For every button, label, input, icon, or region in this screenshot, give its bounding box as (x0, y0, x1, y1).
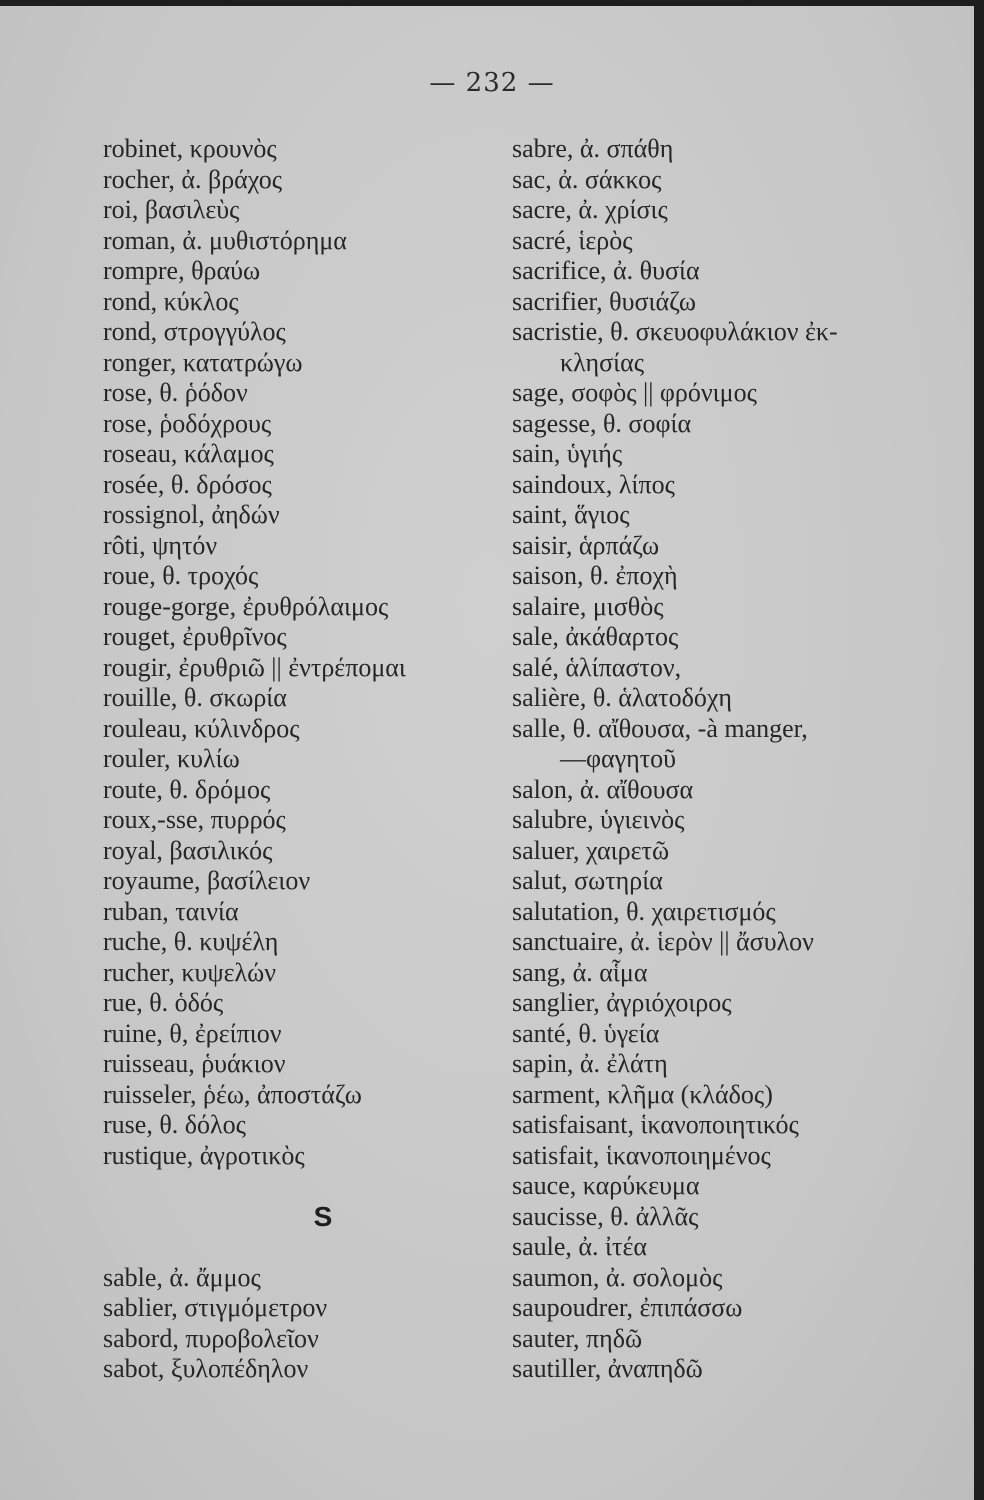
dictionary-entry: satisfait, ἱκανοποιημένος (512, 1140, 771, 1170)
dictionary-entry: salle, θ. αἴθουσα, -à manger, (512, 713, 808, 743)
dictionary-entry: santé, θ. ὑγεία (512, 1018, 660, 1048)
dictionary-entry: sabord, πυροβολεῖον (103, 1323, 319, 1353)
dictionary-entry: ruisseau, ῥυάκιον (103, 1049, 286, 1078)
section-letter-heading: S (313, 1201, 333, 1232)
dictionary-entry: saisir, ἁρπάζω (512, 530, 660, 560)
right-column (512, 134, 912, 1385)
dictionary-entry: sanctuaire, ἀ. ἱερὸν || ἄσυλον (512, 927, 814, 956)
dictionary-entry: rouleau, κύλινδρος (103, 713, 300, 743)
dictionary-entry: roux,-sse, πυρρός (103, 805, 286, 834)
dictionary-entry: ruine, θ, ἐρείπιον (103, 1018, 282, 1048)
dictionary-entry: ruisseler, ῥέω, ἀποστάζω (103, 1079, 362, 1109)
dictionary-entry: sauce, καρύκευμα (512, 1171, 700, 1200)
dictionary-entry: sarment, κλῆμα (κλάδος) (512, 1079, 773, 1109)
dictionary-entry: saumon, ἀ. σολομὸς (512, 1262, 723, 1292)
dictionary-entry-continuation: κλησίας (560, 347, 645, 377)
dictionary-entry: sapin, ἀ. ἐλάτη (512, 1049, 668, 1078)
dictionary-entry: sable, ἀ. ἄμμος (103, 1262, 261, 1292)
dictionary-entry: rustique, ἀγροτικὸς (103, 1140, 305, 1170)
dictionary-entry: royal, βασιλικός (103, 835, 273, 865)
dictionary-entry: salière, θ. ἁλατοδόχη (512, 683, 732, 712)
dictionary-entry: sacrifice, ἀ. θυσία (512, 256, 700, 285)
dictionary-entry: ruche, θ. κυψέλη (103, 927, 279, 956)
dictionary-entry: salut, σωτηρία (512, 866, 663, 895)
dictionary-entry: saindoux, λίπος (512, 469, 675, 499)
dictionary-entry: sanglier, ἀγριόχοιρος (512, 988, 732, 1017)
dictionary-entry: rond, κύκλος (103, 286, 239, 316)
dictionary-entry: rougir, ἐρυθριῶ || ἐντρέπομαι (103, 652, 406, 682)
left-entries-top (103, 134, 503, 1171)
dictionary-entry: rouille, θ. σκωρία (103, 683, 287, 712)
dictionary-entry: rossignol, ἀηδών (103, 500, 280, 529)
dictionary-entry: sacre, ἀ. χρίσις (512, 195, 668, 224)
dictionary-entry: saluer, χαιρετῶ (512, 835, 670, 865)
dictionary-entry: rosée, θ. δρόσος (103, 469, 272, 499)
dictionary-entry: roi, βασιλεὺς (103, 195, 240, 224)
page-number: — 232 — (429, 68, 555, 98)
dictionary-entry: sain, ὑγιής (512, 439, 623, 468)
dictionary-entry: sacristie, θ. σκευοφυλάκιον ἐκ- (512, 317, 838, 346)
dictionary-entry: sagesse, θ. σοφία (512, 408, 692, 438)
dictionary-entry: rose, θ. ῥόδον (103, 378, 248, 407)
dictionary-entry: sabot, ξυλοπέδηλον (103, 1354, 309, 1383)
dictionary-entry-continuation: —φαγητοῦ (560, 744, 677, 773)
dictionary-entry: sauter, πηδῶ (512, 1323, 643, 1353)
dictionary-entry: royaume, βασίλειον (103, 866, 311, 895)
dictionary-entry: rouler, κυλίω (103, 744, 240, 773)
dictionary-entry: rôti, ψητόν (103, 530, 218, 560)
dictionary-entry: roseau, κάλαμος (103, 439, 274, 468)
dictionary-entry: salon, ἀ. αἴθουσα (512, 774, 694, 804)
dictionary-entry: rompre, θραύω (103, 256, 261, 285)
dictionary-entry: sacré, ἱερὸς (512, 225, 633, 255)
dictionary-entry: roman, ἀ. μυθιστόρημα (103, 225, 347, 255)
left-entries-bottom (103, 1263, 503, 1385)
dictionary-entry: sablier, στιγμόμετρον (103, 1293, 328, 1322)
dictionary-entry: sang, ἀ. αἷμα (512, 957, 648, 987)
dictionary-entry: rue, θ. ὁδός (103, 988, 224, 1017)
dictionary-entry: ronger, κατατρώγω (103, 347, 303, 377)
dictionary-entry: rucher, κυψελών (103, 957, 276, 987)
dictionary-entry: rocher, ἀ. βράχος (103, 164, 283, 194)
dictionary-entry: route, θ. δρόμος (103, 774, 271, 804)
dictionary-entry: ruban, ταινία (103, 896, 239, 926)
dictionary-page (0, 6, 974, 1500)
dictionary-entry: sacrifier, θυσιάζω (512, 286, 697, 316)
dictionary-entry: satisfaisant, ἱκανοποιητικός (512, 1110, 799, 1139)
dictionary-entry: rouget, ἐρυθρῖνος (103, 622, 287, 651)
dictionary-entry: saint, ἅγιος (512, 500, 630, 529)
dictionary-entry: salé, ἁλίπαστον, (512, 652, 682, 682)
dictionary-entry: sautiller, ἀναπηδῶ (512, 1354, 703, 1383)
dictionary-entry: saucisse, θ. ἀλλᾶς (512, 1201, 699, 1231)
dictionary-entry: rose, ῥοδόχρους (103, 408, 272, 438)
dictionary-entry: sac, ἀ. σάκκος (512, 164, 662, 194)
dictionary-entry: salaire, μισθὸς (512, 591, 664, 621)
dictionary-entry: saule, ἀ. ἰτέα (512, 1232, 648, 1261)
dictionary-entry: rouge-gorge, ἐρυθρόλαιμος (103, 591, 389, 621)
dictionary-entry: ruse, θ. δόλος (103, 1110, 246, 1139)
dictionary-entry: robinet, κρουνὸς (103, 134, 277, 163)
dictionary-entry: sage, σοφὸς || φρόνιμος (512, 378, 757, 407)
dictionary-entry: sabre, ἀ. σπάθη (512, 134, 674, 163)
left-column (103, 134, 503, 1385)
dictionary-entry: sale, ἀκάθαρτος (512, 622, 679, 651)
dictionary-entry: salubre, ὑγιεινὸς (512, 805, 685, 834)
dictionary-entry: roue, θ. τροχός (103, 561, 259, 590)
dictionary-entry: rond, στρογγύλος (103, 317, 286, 346)
dictionary-entry: salutation, θ. χαιρετισμός (512, 896, 776, 926)
dictionary-entry: saupoudrer, ἐπιπάσσω (512, 1293, 743, 1322)
dictionary-entry: saison, θ. ἐποχὴ (512, 561, 678, 590)
